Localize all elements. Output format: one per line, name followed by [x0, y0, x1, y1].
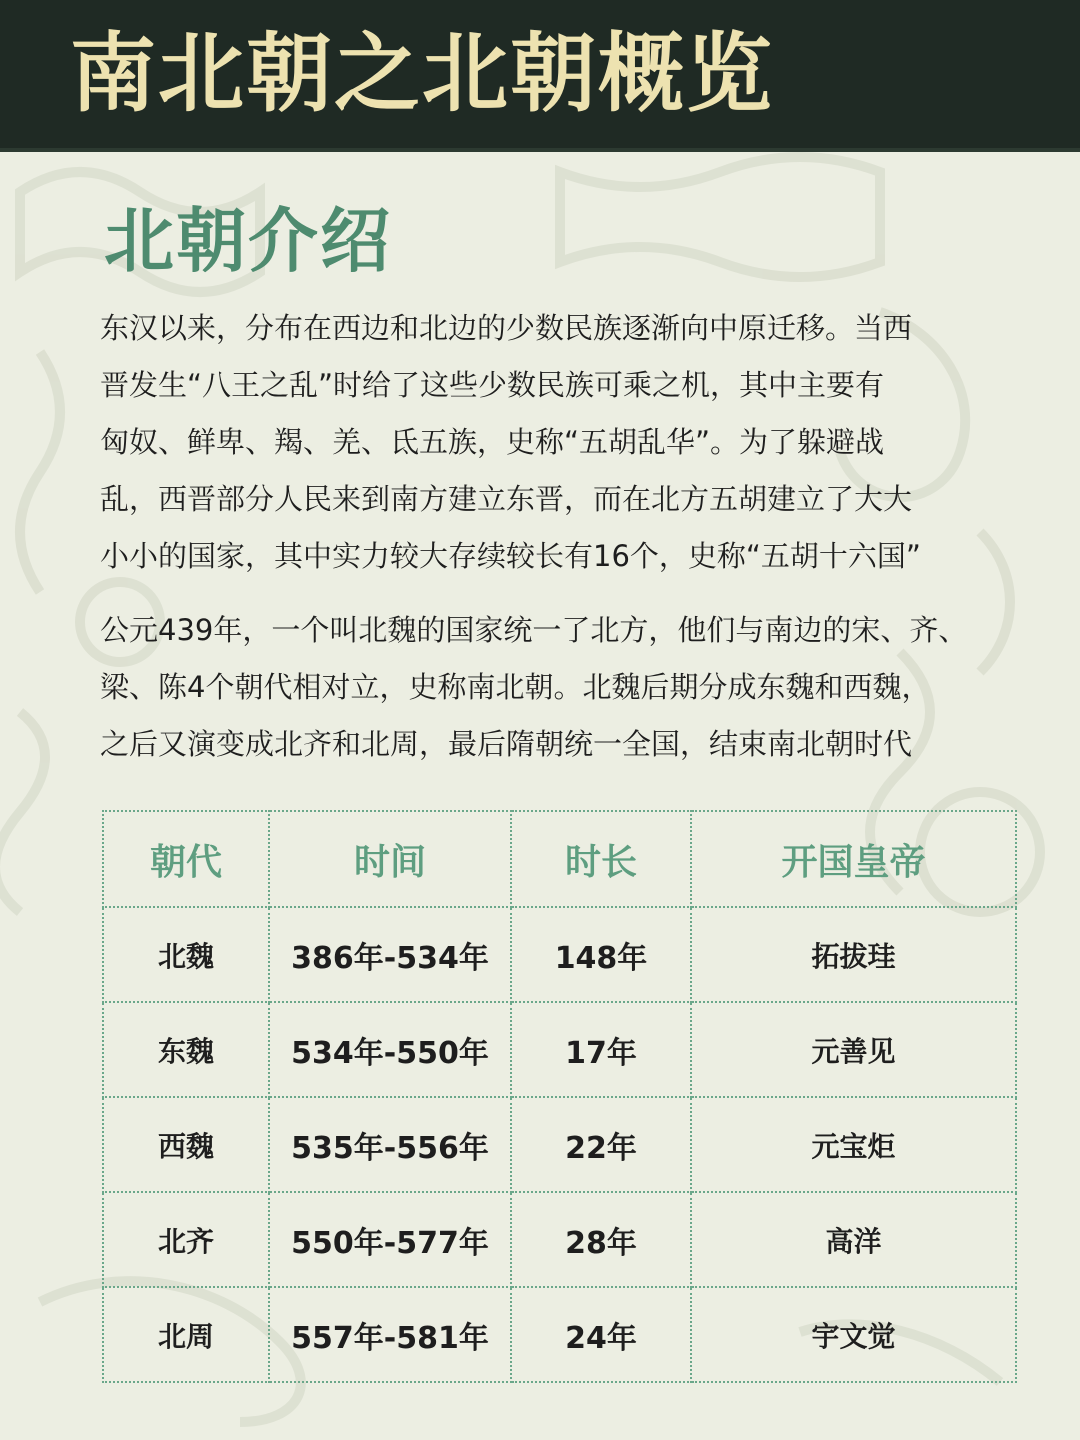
- paragraph-line: 之后又演变成北齐和北周，最后隋朝统一全国，结束南北朝时代: [100, 727, 913, 761]
- cell-emperor: 拓拔珪: [691, 907, 1016, 1002]
- cell-dynasty: 东魏: [103, 1002, 269, 1097]
- paragraph-line: 公元439年，一个叫北魏的国家统一了北方，他们与南边的宋、齐、: [100, 613, 968, 647]
- cell-period: 386年-534年: [269, 907, 511, 1002]
- table-header-row: [103, 811, 1016, 907]
- table-row: [103, 1287, 1016, 1382]
- paragraph-line: 小小的国家，其中实力较大存续较长有16个，史称“五胡十六国”: [100, 539, 921, 573]
- title-bar: [0, 0, 1080, 152]
- paragraph-line: 东汉以来，分布在西边和北边的少数民族逐渐向中原迁移。当西: [100, 311, 913, 345]
- cell-duration: 28年: [511, 1192, 691, 1287]
- cell-duration: 17年: [511, 1002, 691, 1097]
- cell-emperor: 宇文觉: [691, 1287, 1016, 1382]
- dynasty-table: [102, 810, 1017, 1383]
- cell-emperor: 高洋: [691, 1192, 1016, 1287]
- cell-period: 534年-550年: [269, 1002, 511, 1097]
- dynasty-table-container: [102, 810, 1015, 1372]
- paragraph-line: 梁、陈4个朝代相对立，史称南北朝。北魏后期分成东魏和西魏，: [100, 670, 931, 704]
- table-row: [103, 1002, 1016, 1097]
- cell-dynasty: 北周: [103, 1287, 269, 1382]
- table-row: [103, 1192, 1016, 1287]
- cell-emperor: 元宝炬: [691, 1097, 1016, 1192]
- cell-dynasty: 西魏: [103, 1097, 269, 1192]
- cell-duration: 24年: [511, 1287, 691, 1382]
- cell-duration: 148年: [511, 907, 691, 1002]
- cell-period: 535年-556年: [269, 1097, 511, 1192]
- paragraph-line: 乱，西晋部分人民来到南方建立东晋，而在北方五胡建立了大大: [100, 482, 913, 516]
- header-period: 时间: [269, 811, 511, 907]
- intro-paragraph-2: [100, 602, 1040, 773]
- cell-dynasty: 北魏: [103, 907, 269, 1002]
- cell-emperor: 元善见: [691, 1002, 1016, 1097]
- cell-duration: 22年: [511, 1097, 691, 1192]
- header-founding-emperor: 开国皇帝: [691, 811, 1016, 907]
- table-row: [103, 1097, 1016, 1192]
- paragraph-line: 晋发生“八王之乱”时给了这些少数民族可乘之机，其中主要有: [100, 368, 885, 402]
- header-duration: 时长: [511, 811, 691, 907]
- intro-paragraph-1: [100, 300, 1040, 585]
- header-dynasty: 朝代: [103, 811, 269, 907]
- cell-dynasty: 北齐: [103, 1192, 269, 1287]
- table-row: [103, 907, 1016, 1002]
- section-heading: 北朝介绍: [104, 200, 392, 282]
- cell-period: 557年-581年: [269, 1287, 511, 1382]
- paragraph-line: 匈奴、鲜卑、羯、羌、氐五族，史称“五胡乱华”。为了躲避战: [100, 425, 885, 459]
- page-title: 南北朝之北朝概览: [70, 24, 774, 124]
- cell-period: 550年-577年: [269, 1192, 511, 1287]
